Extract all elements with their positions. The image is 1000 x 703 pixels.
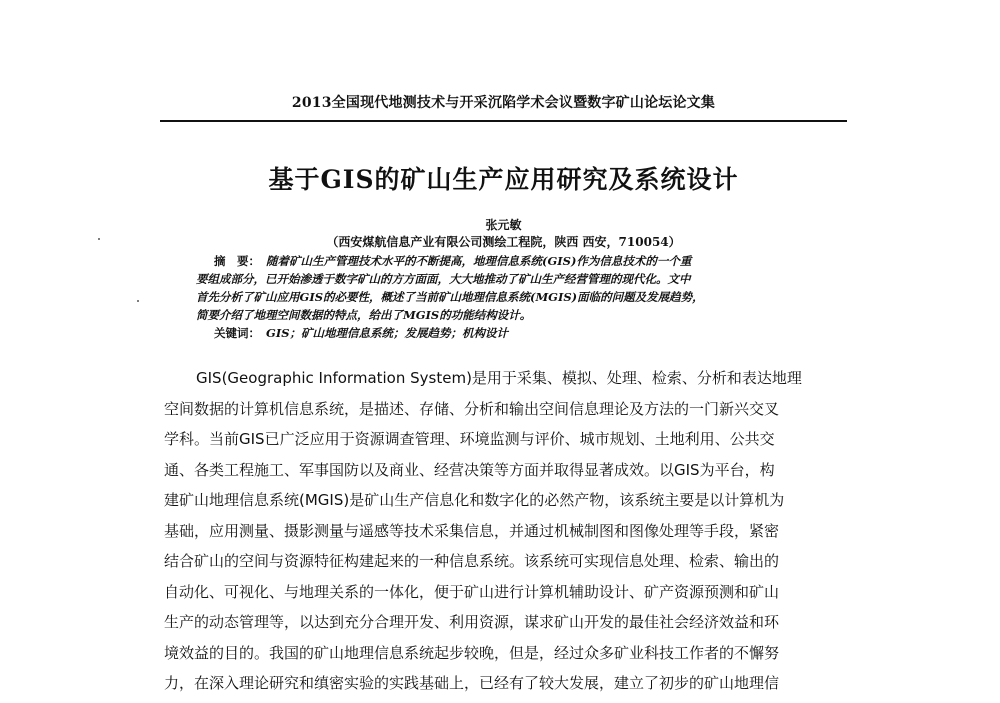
affiliation: （西安煤航信息产业有限公司测绘工程院，陕西 西安，710054） xyxy=(326,235,681,249)
abstract-line: 首先分析了矿山应用GIS的必要性，概述了当前矿山地理信息系统(MGIS)面临的问题及发展趋势， xyxy=(196,290,704,304)
keywords-label: 关键词： xyxy=(214,326,260,340)
body-line: 学科。当前GIS已广泛应用于资源调查管理、环境监测与评价、城市规划、土地利用、公共交 xyxy=(164,430,775,448)
body-line: 结合矿山的空间与资源特征构建起来的一种信息系统。该系统可实现信息处理、检索、输出的 xyxy=(164,552,780,570)
paper-title: 基于GIS的矿山生产应用研究及系统设计 xyxy=(268,165,739,194)
body-paragraph xyxy=(164,363,848,699)
abstract-text: 随着矿山生产管理技术水平的不断提高，地理信息系统(GIS)作为信息技术的一个重 xyxy=(266,254,692,268)
body-line: 境效益的目的。我国的矿山地理信息系统起步较晚，但是，经过众多矿业科技工作者的不懈努 xyxy=(164,643,780,662)
scan-speck xyxy=(137,300,139,302)
abstract-line: 简要介绍了地理空间数据的特点，给出了MGIS的功能结构设计。 xyxy=(196,308,532,322)
body-line: 生产的动态管理等，以达到充分合理开发、利用资源，谋求矿山开发的最佳社会经济效益和环 xyxy=(164,613,780,631)
header-rule xyxy=(160,120,847,122)
body-line: 力，在深入理论研究和缜密实验的实践基础上，已经有了较大发展，建立了初步的矿山地理信 xyxy=(164,674,780,692)
body-line: GIS(Geographic Information System)是用于采集、模拟、处理、检索、分析和表达地理 xyxy=(196,369,802,387)
author: 张元敏 xyxy=(485,218,522,232)
abstract-line: 要组成部分，已开始渗透于数字矿山的方方面面，大大地推动了矿山生产经营管理的现代化。文中 xyxy=(196,272,691,286)
abstract-line xyxy=(196,252,816,270)
abstract-label: 摘 要： xyxy=(214,254,260,268)
abstract xyxy=(196,252,816,342)
body-line: 空间数据的计算机信息系统，是描述、存储、分析和输出空间信息理论及方法的一门新兴交叉 xyxy=(164,399,780,418)
body-line: 通、各类工程施工、军事国防以及商业、经营决策等方面并取得显著成效。以GIS为平台，构 xyxy=(164,460,775,479)
body-line: 建矿山地理信息系统(MGIS)是矿山生产信息化和数字化的必然产物，该系统主要是以计算机为 xyxy=(164,491,785,509)
body-line: 自动化、可视化、与地理关系的一体化，便于矿山进行计算机辅助设计、矿产资源预测和矿山 xyxy=(164,582,780,601)
body-line: 基础，应用测量、摄影测量与遥感等技术采集信息，并通过机械制图和图像处理等手段，紧密 xyxy=(164,521,780,540)
running-header: 2013全国现代地测技术与开采沉陷学术会议暨数字矿山论坛论文集 xyxy=(291,95,716,111)
scan-speck xyxy=(98,238,100,240)
keywords-text: GIS；矿山地理信息系统；发展趋势；机构设计 xyxy=(266,326,509,340)
keywords xyxy=(196,324,816,342)
